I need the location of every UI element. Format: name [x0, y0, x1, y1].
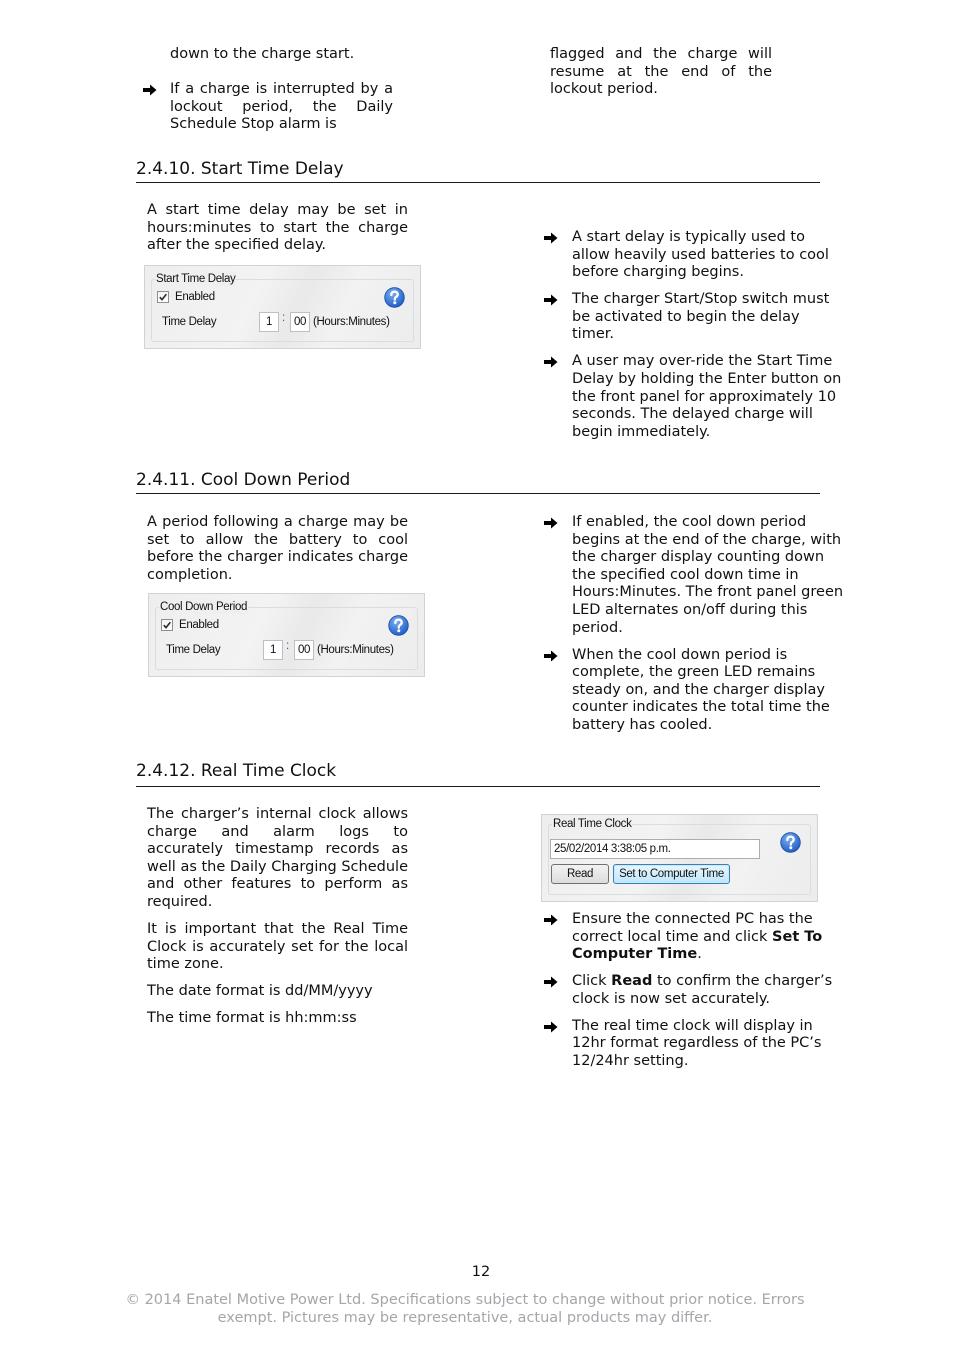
bullet-item — [544, 911, 844, 964]
group-title: Real Time Clock — [553, 818, 632, 830]
heading-rule — [136, 786, 820, 787]
bullet-text: If enabled, the cool down period begins at the end of the charge, with the charger display counting down the specified cool down time in Hours:Minutes. The front panel green LED alternates on/off during this period. — [572, 514, 844, 636]
cool-down-notes — [544, 514, 844, 744]
arrow-right-icon — [544, 1020, 558, 1034]
bullet-text: The real time clock will display in 12hr format regardless of the PC’s 12/24hr setting. — [572, 1017, 822, 1069]
copyright-notice: exempt. Pictures may be representative, actual products may differ. — [217, 1310, 713, 1326]
arrow-right-icon — [143, 83, 157, 97]
section-heading-cool-down-period: 2.4.11. Cool Down Period — [136, 470, 351, 490]
set-to-computer-time-button[interactable]: Set to Computer Time — [613, 864, 730, 884]
arrow-right-icon — [544, 231, 558, 245]
bullet-item — [544, 229, 844, 282]
paragraph: The charger’s internal clock allows charge and alarm logs to accurately timestamp records as well as the Daily Charging Schedule and other features to perform as required. — [147, 806, 408, 910]
units-label: (Hours:Minutes) — [317, 644, 394, 656]
time-delay-label: Time Delay — [166, 644, 221, 656]
bullet-bold-text: Set To Computer Time — [572, 928, 823, 963]
continuation-bullet — [143, 81, 393, 143]
checkmark-icon — [158, 292, 168, 302]
real-time-clock-panel — [541, 814, 818, 902]
bullet-text: When the cool down period is complete, the green LED remains steady on, and the charger display counter indicates the total time the battery has cooled. — [572, 646, 830, 733]
bullet-item — [544, 514, 844, 637]
date-format-text: The date format is dd/MM/yyyy — [147, 983, 373, 1000]
heading-rule — [136, 493, 820, 494]
bullet-item — [544, 1018, 844, 1071]
cool-down-period-panel — [148, 593, 425, 677]
start-time-delay-description: A start time delay may be set in hours:minutes to start the charge after the specified delay. — [147, 202, 408, 254]
bullet-text: The charger Start/Stop switch must be activated to begin the delay timer. — [572, 291, 830, 343]
bullet-text: . — [697, 946, 702, 963]
enabled-label[interactable]: Enabled — [179, 619, 219, 631]
cool-down-description: A period following a charge may be set to allow the battery to cool before the charger indicates charge completion. — [147, 514, 408, 583]
time-delay-label: Time Delay — [162, 316, 217, 328]
bullet-text: A start delay is typically used to allow heavily used batteries to cool before charging begins. — [572, 229, 829, 281]
units-label: (Hours:Minutes) — [313, 316, 390, 328]
time-separator: : — [282, 312, 285, 324]
arrow-right-icon — [544, 355, 558, 369]
bullet-text: If a charge is interrupted by a lockout period, the Daily Schedule Stop alarm is — [170, 81, 393, 133]
hours-input[interactable]: 1 — [259, 312, 279, 332]
group-title: Start Time Delay — [156, 273, 236, 285]
enabled-label[interactable]: Enabled — [175, 291, 215, 303]
arrow-right-icon — [544, 293, 558, 307]
arrow-right-icon — [544, 975, 558, 989]
bullet-item — [544, 973, 844, 1008]
bullet-item — [544, 647, 844, 735]
real-time-clock-notes — [544, 911, 844, 1080]
enabled-checkbox[interactable] — [157, 291, 169, 303]
paragraph: It is important that the Real Time Clock is accurately set for the local time zone. — [147, 920, 408, 973]
start-time-delay-notes — [544, 229, 844, 451]
arrow-right-icon — [544, 649, 558, 663]
start-time-delay-panel — [144, 265, 421, 349]
minutes-input[interactable]: 00 — [294, 640, 314, 660]
bullet-item — [544, 353, 844, 441]
hours-input[interactable]: 1 — [263, 640, 283, 660]
time-separator: : — [286, 640, 289, 652]
enabled-checkbox[interactable] — [161, 619, 173, 631]
read-button[interactable]: Read — [551, 864, 609, 884]
bullet-text: to confirm the charger’s clock is now set accurately. — [572, 973, 833, 1007]
section-heading-start-time-delay: 2.4.10. Start Time Delay — [136, 159, 344, 179]
checkmark-icon — [162, 620, 172, 630]
bullet-text: Ensure the connected PC has the correct local time and click — [572, 911, 813, 945]
bullet-text: Click — [572, 973, 612, 990]
real-time-clock-description — [147, 806, 408, 1037]
time-format-text: The time format is hh:mm:ss — [147, 1010, 357, 1027]
bullet-item — [544, 291, 844, 344]
minutes-input[interactable]: 00 — [290, 312, 310, 332]
continuation-text-left: down to the charge start. — [170, 46, 355, 62]
bullet-item — [143, 81, 393, 134]
group-title: Cool Down Period — [160, 601, 248, 613]
arrow-right-icon — [544, 913, 558, 927]
arrow-right-icon — [544, 516, 558, 530]
help-question-icon[interactable] — [384, 287, 405, 308]
group-box — [548, 824, 811, 895]
section-heading-real-time-clock: 2.4.12. Real Time Clock — [136, 761, 337, 781]
continuation-text-right: flagged and the charge will resume at the end of the lockout period. — [550, 46, 772, 98]
bullet-bold-text: Read — [611, 973, 653, 990]
heading-rule — [136, 182, 820, 183]
copyright-notice: © 2014 Enatel Motive Power Ltd. Specifications subject to change without prior notice. Errors — [125, 1292, 805, 1308]
datetime-field[interactable]: 25/02/2014 3:38:05 p.m. — [550, 839, 760, 859]
help-question-icon[interactable] — [388, 615, 409, 636]
page-number: 12 — [471, 1264, 491, 1280]
help-question-icon[interactable] — [780, 832, 801, 853]
bullet-text: A user may over-ride the Start Time Delay by holding the Enter button on the front panel for approximately 10 seconds. The delayed charge will begin immediately. — [572, 353, 842, 440]
